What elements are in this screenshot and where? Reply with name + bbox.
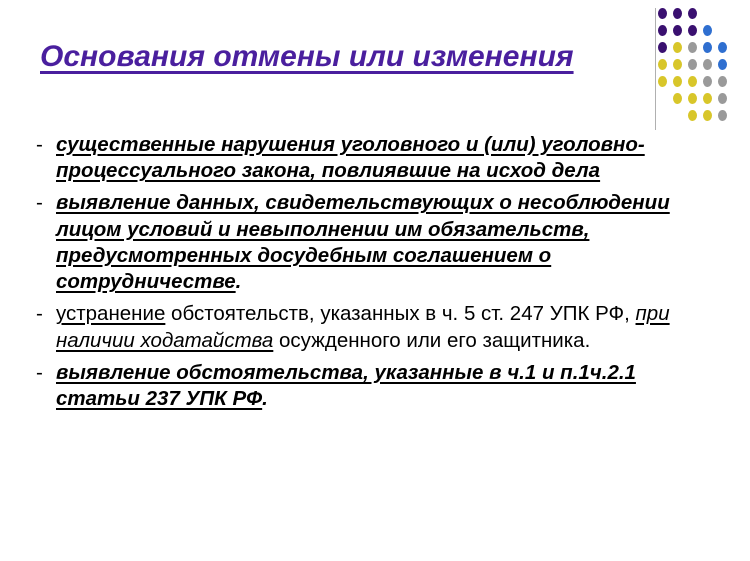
dot-row [658, 25, 742, 36]
dot-purple-icon [673, 8, 682, 19]
dot-matrix-decoration [658, 8, 742, 112]
dot-empty-icon [733, 25, 742, 36]
dot-empty-icon [703, 8, 712, 19]
dot-row [658, 76, 742, 87]
dot-purple-icon [658, 25, 667, 36]
dot-purple-icon [688, 8, 697, 19]
title-block [40, 40, 640, 74]
dot-empty-icon [658, 110, 667, 121]
dot-gray-icon [703, 59, 712, 70]
dot-gold-icon [673, 42, 682, 53]
dot-empty-icon [733, 42, 742, 53]
bullet-4-text: выявление обстоятельства, указанные в ч.1 и п.1ч.2.1 статьи 237 УПК РФ [56, 360, 636, 411]
dot-purple-icon [658, 42, 667, 53]
dot-purple-icon [673, 25, 682, 36]
bullet-1-text: существенные нарушения уголовного и (или) уголовно-процессуального закона, повлиявшие на исход дела [56, 133, 645, 183]
dot-blue-icon [703, 42, 712, 53]
dot-blue-icon [718, 42, 727, 53]
dot-gray-icon [703, 76, 712, 87]
list-item [34, 190, 724, 295]
dot-gold-icon [673, 76, 682, 87]
dot-row [658, 93, 742, 104]
dot-gray-icon [688, 59, 697, 70]
dot-gold-icon [658, 59, 667, 70]
dot-empty-icon [718, 25, 727, 36]
bullet-2-period: . [235, 270, 242, 294]
dot-empty-icon [718, 8, 727, 19]
bullet-4-period: . [262, 387, 268, 411]
dot-empty-icon [658, 93, 667, 104]
bullet-marker: - [36, 302, 43, 326]
bullet-3-text-d: осужденного или его защитника. [273, 328, 591, 352]
dot-row [658, 42, 742, 53]
list-item [34, 132, 724, 184]
dot-purple-icon [658, 8, 667, 19]
list-item [34, 301, 724, 353]
bullet-2-text: выявление данных, свидетельствующих о несоблюдении лицом условий и невыполнении им обязательств, предусмотренных досудебным соглашением о сотрудничестве [56, 191, 670, 294]
dot-gold-icon [673, 59, 682, 70]
bullet-marker: - [36, 360, 43, 384]
dot-empty-icon [733, 8, 742, 19]
dot-gold-icon [688, 76, 697, 87]
dot-gray-icon [718, 93, 727, 104]
dot-row [658, 110, 742, 121]
dot-row [658, 59, 742, 70]
dot-gold-icon [658, 76, 667, 87]
dot-gold-icon [673, 93, 682, 104]
page-title: Основания отмены или изменения [40, 40, 574, 73]
bullet-list-container [34, 132, 724, 418]
dot-empty-icon [733, 76, 742, 87]
dot-gray-icon [718, 110, 727, 121]
dot-empty-icon [673, 110, 682, 121]
dot-purple-icon [688, 25, 697, 36]
bullet-3-text-b: обстоятельств, указанных в ч. 5 ст. 247 УПК РФ, [165, 302, 636, 326]
dot-gold-icon [688, 93, 697, 104]
bullet-list [34, 132, 724, 412]
bullet-3-text-a: устранение [56, 302, 166, 326]
bullet-marker: - [36, 133, 43, 156]
list-item [34, 360, 724, 412]
dot-empty-icon [733, 93, 742, 104]
dot-gold-icon [688, 110, 697, 121]
dot-gold-icon [703, 110, 712, 121]
dot-blue-icon [718, 59, 727, 70]
dot-empty-icon [733, 59, 742, 70]
dot-blue-icon [703, 25, 712, 36]
dot-gray-icon [688, 42, 697, 53]
header-divider [655, 8, 656, 130]
bullet-marker: - [36, 191, 43, 215]
dot-gold-icon [703, 93, 712, 104]
dot-row [658, 8, 742, 19]
dot-gray-icon [718, 76, 727, 87]
bullet-3-text-c: при наличии ходатайства [56, 302, 670, 352]
dot-empty-icon [733, 110, 742, 121]
